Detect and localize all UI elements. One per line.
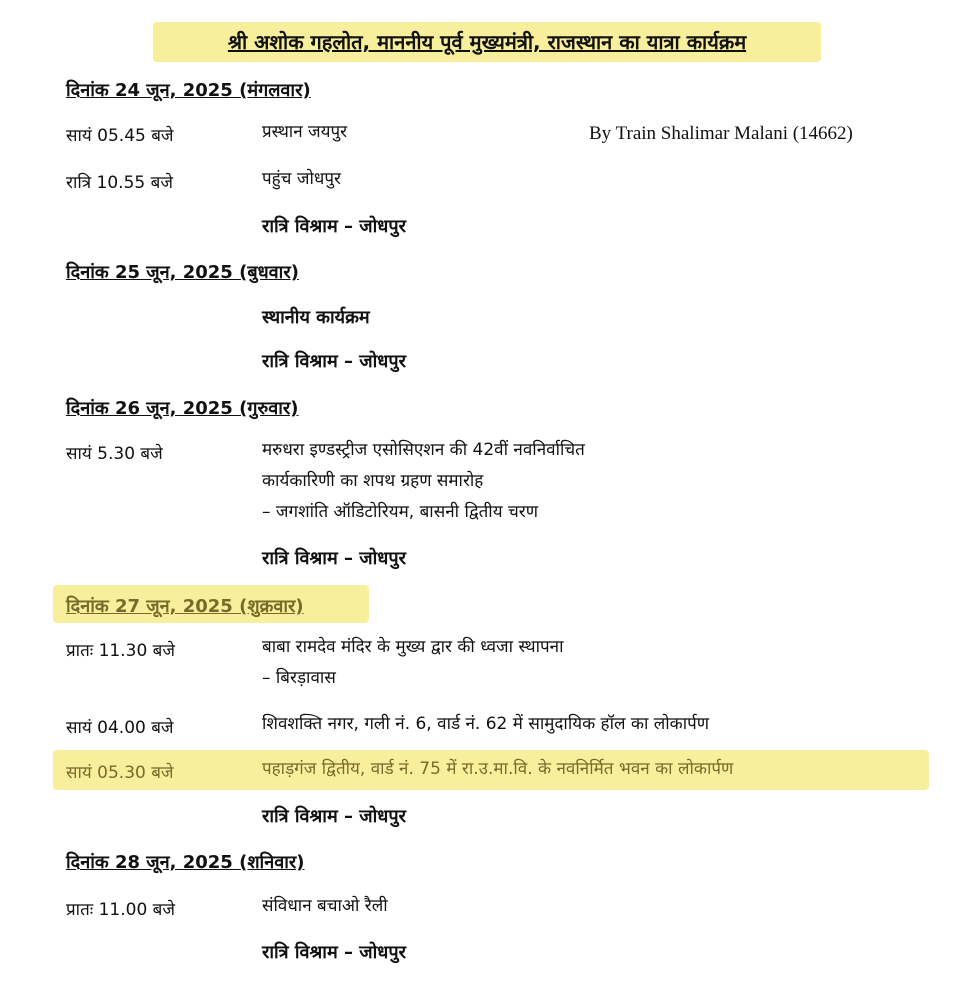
event-venue: – जगशांति ऑडिटोरियम, बासनी द्वितीय चरण [262, 502, 539, 522]
date-heading-28: दिनांक 28 जून, 2025 (शनिवार) [66, 852, 305, 873]
train-note: By Train Shalimar Malani (14662) [589, 123, 853, 144]
date-heading-24: दिनांक 24 जून, 2025 (मंगलवार) [66, 80, 311, 101]
night-halt: रात्रि विश्राम – जोधपुर [262, 548, 406, 569]
time-label: सायं 04.00 बजे [66, 718, 174, 738]
event-description: पहुंच जोधपुर [262, 169, 341, 189]
night-halt: रात्रि विश्राम – जोधपुर [262, 806, 406, 827]
event-description: मरुधरा इण्डस्ट्रीज एसोसिएशन की 42वीं नवनिर्वाचित [262, 440, 585, 460]
event-description: प्रस्थान जयपुर [262, 122, 348, 142]
date-heading-27: दिनांक 27 जून, 2025 (शुक्रवार) [66, 596, 304, 617]
event-description: पहाड़गंज द्वितीय, वार्ड नं. 75 में रा.उ.मा.वि. के नवनिर्मित भवन का लोकार्पण [262, 759, 734, 779]
event-description: संविधान बचाओ रैली [262, 896, 388, 916]
time-label: सायं 05.45 बजे [66, 126, 174, 146]
time-label: सायं 05.30 बजे [66, 763, 174, 783]
night-halt: रात्रि विश्राम – जोधपुर [262, 942, 406, 963]
event-venue: – बिरड़ावास [262, 668, 336, 688]
night-halt: रात्रि विश्राम – जोधपुर [262, 216, 406, 237]
night-halt: रात्रि विश्राम – जोधपुर [262, 351, 406, 372]
date-heading-26: दिनांक 26 जून, 2025 (गुरुवार) [66, 398, 299, 419]
page-title: श्री अशोक गहलोत, माननीय पूर्व मुख्यमंत्री, राजस्थान का यात्रा कार्यक्रम [153, 22, 821, 62]
time-label: प्रातः 11.30 बजे [66, 641, 175, 661]
time-label: सायं 5.30 बजे [66, 444, 163, 464]
date-heading-25: दिनांक 25 जून, 2025 (बुधवार) [66, 262, 299, 283]
event-description: बाबा रामदेव मंदिर के मुख्य द्वार की ध्वजा स्थापना [262, 637, 564, 657]
event-description: कार्यकारिणी का शपथ ग्रहण समारोह [262, 471, 484, 491]
event-description: शिवशक्ति नगर, गली नं. 6, वार्ड नं. 62 में सामुदायिक हॉल का लोकार्पण [262, 714, 710, 734]
time-label: रात्रि 10.55 बजे [66, 173, 173, 193]
local-program: स्थानीय कार्यक्रम [262, 307, 370, 328]
time-label: प्रातः 11.00 बजे [66, 900, 175, 920]
